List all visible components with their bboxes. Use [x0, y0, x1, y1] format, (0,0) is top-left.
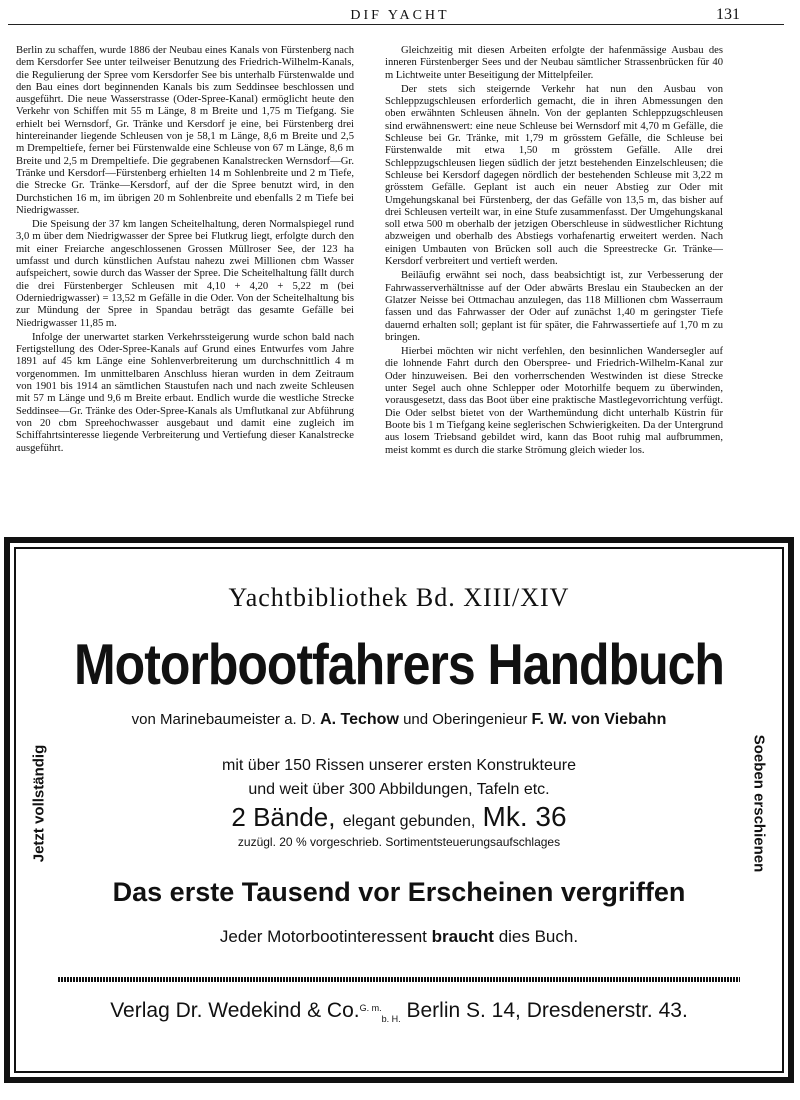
ad-features-line-2: und weit über 300 Abbildungen, Tafeln etc.	[248, 781, 550, 798]
article-paragraph: Infolge der unerwartet starken Verkehrssteigerung wurde schon bald nach Fertigstellung des Oder-Spree-Kanals auf Grund eines Entwurfes vom Jahre 1891 auf 45 km Länge eine Sohlenverbreiterung um durchschnittlich 4 m vorgenommen. Im unmittelbaren Anschluss hieran wurden in dem Zeitraum von 1901 bis 1914 an sämtlichen Staustufen nach und nach zweite Schleusen mit 57 m Länge und 9,6 m Breite erbaut. Endlich wurde die westliche Strecke Seddinsee—Gr. Tränke des Oder-Spree-Kanals als Umflutkanal zur Abführung von 20 cbm Spreehochwasser ausgebaut und damit eine zugleich im Schiffahrtsinteresse liegende Verbreiterung und Vertiefung dieser Kanalstrecke ausgeführt.	[16, 331, 354, 454]
interest-end: dies Buch.	[498, 927, 579, 946]
article-paragraph: Beiläufig erwähnt sei noch, dass beabsichtigt ist, zur Verbesserung der Fahrwasserverhältnisse auf der Oder abwärts Breslau ein Staubecken an der Glatzer Neisse bei Ottmachau anzulegen, das 118 Millionen cbm Wasserraum fassen und das Fahrwasser der Oder auf zunächst 1,40 m geringster Tiefe dauernd erhalten soll; geplant ist für später, die Fahrwassertiefe auf 1,70 m zu bringen.	[385, 270, 723, 343]
header-rule	[8, 24, 784, 25]
article-paragraph: Hierbei möchten wir nicht verfehlen, den besinnlichen Wandersegler auf die lohnende Fahrt durch den Oberspree- und Friedrich-Wilhelm-Kanal zur Oder hinzuweisen. Bei den vorherrschenden Westwinden ist diese Strecke unter Segel auch ohne Schlepper oder Motorhilfe bequem zu überwinden, vorausgesetzt, dass das Boot über eine praktische Mastlegevorrichtung verfügt. Die Oder selbst bietet von der Warthemündung dicht unterhalb Küstrin für Boote bis 1 m Tiefgang keine seglerischen Schwierigkeiten. Da der Untergrund aus losem Triebsand gebildet wird, kann das Boot ruhig mal aufbrummen, meist kommt es durch die starke Strömung gleich wieder los.	[385, 346, 723, 456]
article-column-left	[16, 45, 354, 529]
author-1: A. Techow	[320, 711, 399, 728]
page-number: 131	[716, 6, 740, 23]
article-column-right	[385, 45, 723, 529]
article-paragraph: Der stets sich steigernde Verkehr hat nun den Ausbau von Schleppzugschleusen erforderlich gemacht, die in ihren Abmessungen den oben erwähnten Schleusen ähneln. Von der geplanten Schleppzugschleusen sind erwähnenswert: eine neue Schleuse bei Wernsdorf mit 4,70 m Gefälle, die Schleuse bei Gr. Tränke, mit 1,79 m grösstem Gefälle, die Schleuse bei Fürstenwalde mit etwa 1,50 m grösstem Gefälle. Alle drei Schleppzugschleusen liegen südlich der jetzt bestehenden Einzelschleusen; die Schleuse bei Kersdorf dagegen nördlich der bestehenden Schleuse mit 3,22 m grösstem Gefälle. Geplant ist auch ein neuer Abstieg zur Oder mit Umgehungskanal bei Fürstenberg, der das Gefälle von 13,5 m, das bisher auf drei Schleusen verteilt war, in eine Stufe zusammenfasst. Der Umgehungskanal soll etwa 500 m oberhalb der jetzigen Oberschleuse in südwestlicher Richtung abzweigen und oberhalb des Abstiegs vorhafenartig erweitert werden. Nach einigen Umbauten von Brücken soll auch die Spreestrecke Gr. Tränke—Kersdorf verbreitert und vertieft werden.	[385, 83, 723, 268]
ad-publisher	[10, 999, 788, 1024]
ad-price: Mk. 36	[482, 801, 567, 832]
page-header	[0, 6, 800, 26]
ad-interest	[10, 927, 788, 947]
publisher-start: Verlag Dr. Wedekind & Co.	[110, 999, 360, 1022]
ad-authors	[10, 711, 788, 729]
article-paragraph: Die Speisung der 37 km langen Scheitelhaltung, deren Normalspiegel rund 3,0 m über dem Niedrigwasser der Spree bei Flutkrug liegt, erfolgte durch den mit einer Freiarche angeschlossenen Grossen Müllroser See, der 123 ha umfasst und durch künstlichen Aufstau nahezu zwei Millionen cbm Wasser aufspeichert, sowie durch das Wasser der Spree. Die Scheitelhaltung fällt durch die drei Fürstenberger Schleusen mit 4,10 + 4,20 + 5,22 m (bei Oderniedrigwasser) = 13,52 m Gefälle in die Oder. Von der Scheitelhaltung bis zur Mündung der Spree in Spandau beträgt das gesamte Gefälle bei Niedrigwasser 11,85 m.	[16, 219, 354, 329]
publisher-gmbh-top: G. m.	[359, 1003, 382, 1013]
article-paragraph: Gleichzeitig mit diesen Arbeiten erfolgte der hafenmässige Ausbau des inneren Fürstenberger Sees und der Neubau sämtlicher Strassenbrücken für 40 m Lichtweite unter Beseitigung der Mittelpfeiler.	[385, 45, 723, 81]
ad-side-label-left	[24, 703, 54, 903]
authors-joiner: und Oberingenieur	[403, 711, 528, 728]
authors-prefix: von Marinebaumeister a. D.	[131, 711, 316, 728]
running-title: DIF YACHT	[350, 8, 450, 23]
ad-side-label-right	[744, 703, 774, 903]
ad-features-line-1: mit über 150 Rissen unserer ersten Konstrukteure	[222, 757, 576, 774]
publisher-end: Berlin S. 14, Dresdenerstr. 43.	[406, 999, 688, 1022]
ad-divider	[58, 977, 740, 982]
ad-binding: elegant gebunden,	[342, 813, 476, 830]
ad-title: Motorbootfahrers Handbuch	[74, 632, 724, 697]
interest-start: Jeder Motorbootinteressent	[219, 927, 427, 946]
ad-sold-out: Das erste Tausend vor Erscheinen vergriffen	[112, 877, 686, 907]
interest-bold: braucht	[431, 927, 494, 946]
ad-series: Yachtbibliothek Bd. XIII/XIV	[228, 583, 570, 612]
ad-tax-note: zuzügl. 20 % vorgeschrieb. Sortimentsteuerungsaufschlages	[237, 835, 561, 849]
side-left-text: Jetzt vollständig	[30, 744, 48, 862]
side-right-text: Soeben erschienen	[750, 734, 768, 872]
ad-volumes-price	[10, 801, 788, 833]
book-advertisement	[4, 537, 794, 1083]
publisher-gmbh-bottom: b. H.	[381, 1014, 401, 1025]
author-2: F. W. von Viebahn	[531, 711, 667, 728]
article-paragraph: Berlin zu schaffen, wurde 1886 der Neubau eines Kanals von Fürstenberg nach dem Kersdorfer See unter teilweiser Benutzung des Friedrich-Wilhelm-Kanals, die Regulierung der Spree vom Kersdorfer See bis unterhalb Fürstenwalde und den Bau eines dort beginnenden Kanals bis zum Seddinsee beschlossen und ausgeführt. Die neue Wasserstrasse (Oder-Spree-Kanal) ermöglicht heute den Verkehr von Schiffen mit 55 m Länge, 8 m Breite und 1,75 m Tiefgang. Sie erhielt bei Wernsdorf, Gr. Tränke und Kersdorf je eine, bei Fürstenberg drei hintereinander liegende Schleusen von je 58,1 m Länge, 8,6 m Breite und 2,5 m Drempeltiefe, ferner bei Fürstenwalde eine Schleuse von 67 m Länge, 8,6 m Breite und 2,5 m Drempeltiefe. Die gegrabenen Kanalstrecken Wernsdorf—Gr. Tränke und Kersdorf—Fürstenberg erhielten 14 m Sohlenbreite und 2 m Tiefe, die Strecke Gr. Tränke—Kersdorf, auf der die Spree benutzt wird, in den Durchstichen 16 m, im übrigen 20 m Sohlenbreite und ebenfalls 2 m Tiefe bei Niedrigwasser.	[16, 45, 354, 216]
ad-volumes: 2 Bände,	[231, 802, 336, 832]
